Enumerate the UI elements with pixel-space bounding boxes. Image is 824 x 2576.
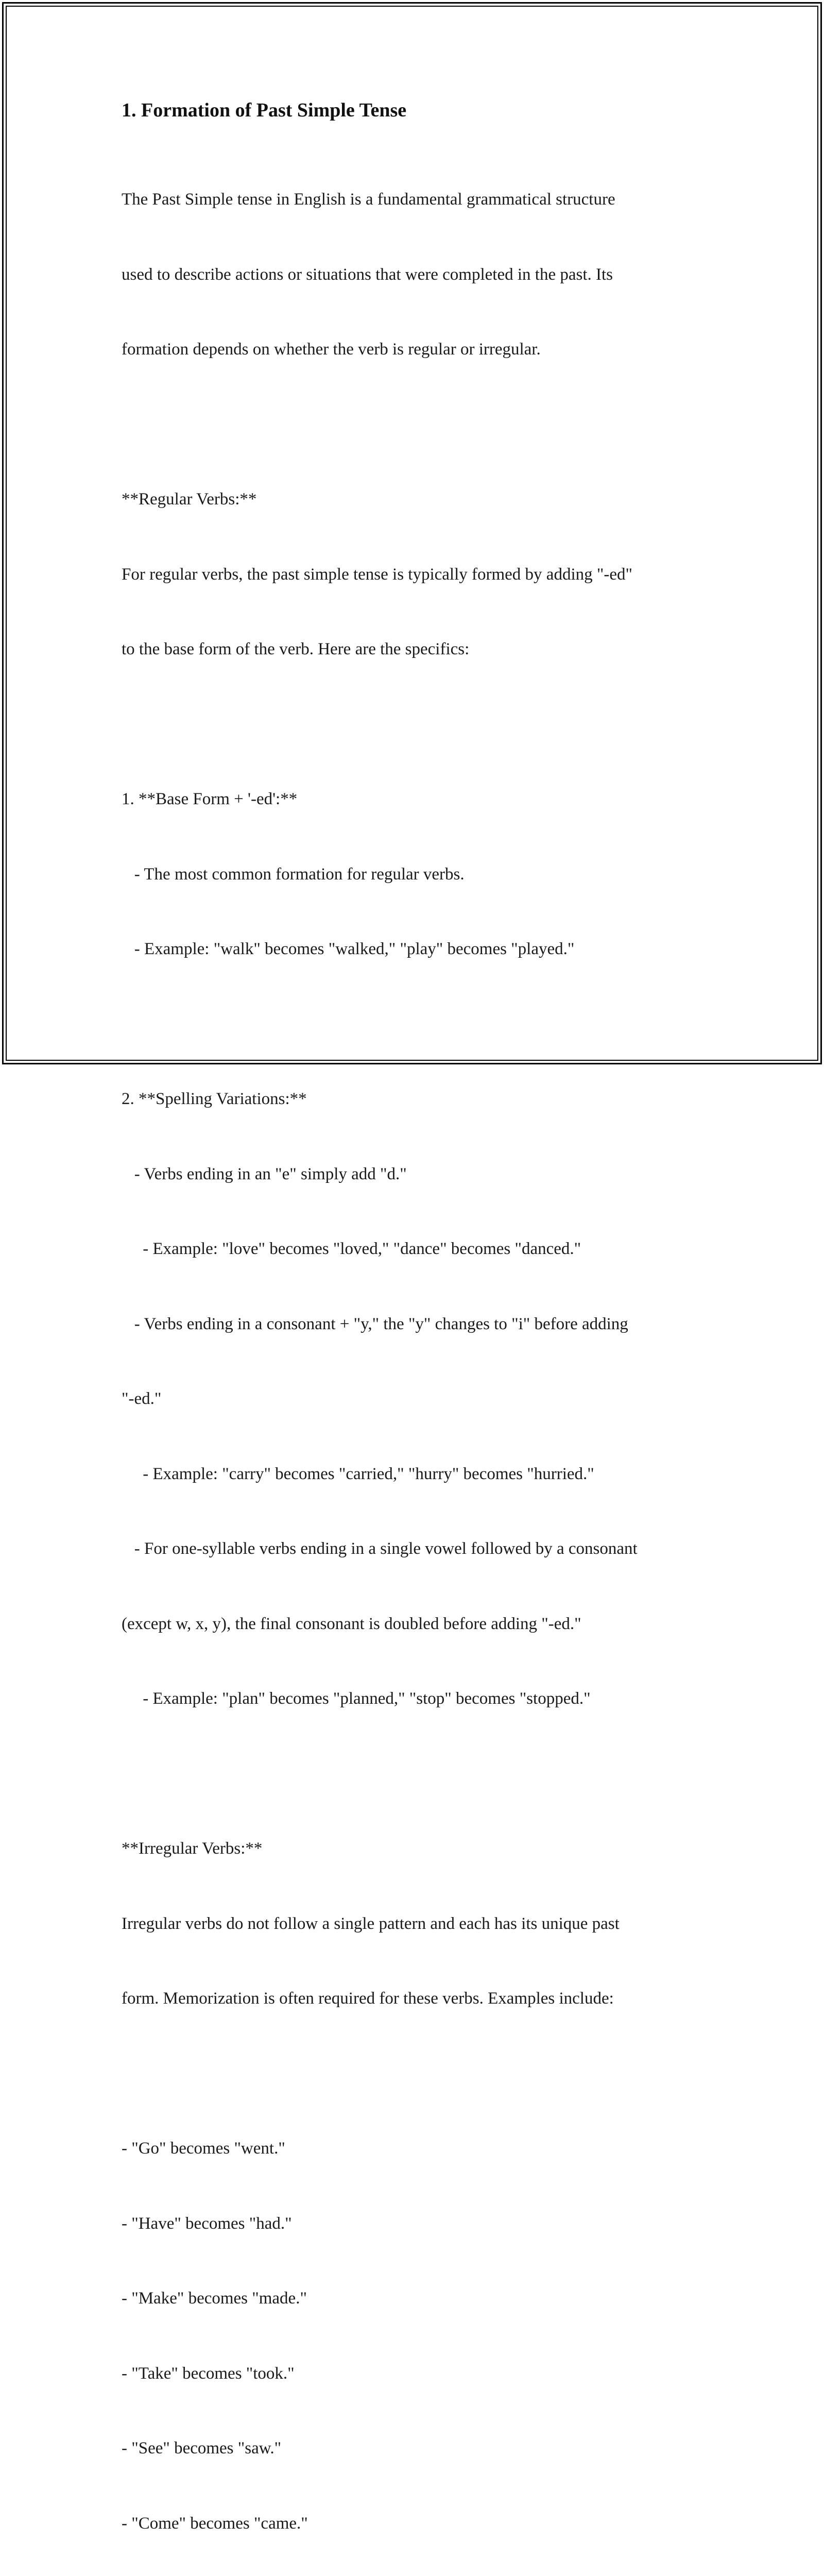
text-line: form. Memorization is often required for these verbs. Examples include: bbox=[122, 1989, 614, 2008]
irregular-verb-item: - "See" becomes "saw." bbox=[122, 2439, 282, 2458]
blank-line bbox=[122, 1761, 709, 1787]
sub-list-item: - The most common formation for regular verbs. bbox=[122, 865, 465, 884]
blank-line bbox=[122, 2061, 709, 2087]
sub-list-item: - Verbs ending in an "e" simply add "d." bbox=[122, 1164, 407, 1183]
irregular-verb-item: - "Go" becomes "went." bbox=[122, 2139, 285, 2158]
text-line: to the base form of the verb. Here are the specifics: bbox=[122, 640, 470, 658]
irregular-verb-item: - "Make" becomes "made." bbox=[122, 2289, 307, 2308]
text-line: The Past Simple tense in English is a fundamental grammatical structure bbox=[122, 190, 615, 209]
blank-line bbox=[122, 412, 709, 437]
example-line: - Example: "plan" becomes "planned," "stop" becomes "stopped." bbox=[122, 1689, 591, 1708]
blank-line bbox=[122, 712, 709, 737]
text-line: used to describe actions or situations that were completed in the past. Its bbox=[122, 265, 613, 284]
text-line: For regular verbs, the past simple tense is typically formed by adding "-ed" bbox=[122, 565, 632, 584]
irregular-verb-item: - "Take" becomes "took." bbox=[122, 2364, 295, 2383]
sub-list-item: - Example: "walk" becomes "walked," "play" becomes "played." bbox=[122, 940, 575, 958]
sub-list-item: - For one-syllable verbs ending in a single vowel followed by a consonant bbox=[122, 1539, 638, 1558]
text-line: formation depends on whether the verb is regular or irregular. bbox=[122, 340, 541, 359]
list-item-spelling-variations: 2. **Spelling Variations:** bbox=[122, 1090, 307, 1108]
sub-list-item: - Verbs ending in a consonant + "y," the "y" changes to "i" before adding bbox=[122, 1314, 628, 1333]
text-line: "-ed." bbox=[122, 1389, 162, 1408]
body-text bbox=[122, 137, 709, 2576]
page-title: 1. Formation of Past Simple Tense bbox=[122, 99, 407, 121]
irregular-verb-item: - "Have" becomes "had." bbox=[122, 2214, 292, 2233]
section-heading-irregular-verbs: **Irregular Verbs:** bbox=[122, 1839, 263, 1858]
irregular-verb-item: - "Come" becomes "came." bbox=[122, 2514, 308, 2533]
blank-line bbox=[122, 1012, 709, 1037]
text-line: (except w, x, y), the final consonant is doubled before adding "-ed." bbox=[122, 1614, 581, 1633]
document-body bbox=[122, 97, 709, 2576]
list-item-base-form: 1. **Base Form + '-ed':** bbox=[122, 790, 298, 808]
text-line: Irregular verbs do not follow a single pattern and each has its unique past bbox=[122, 1914, 620, 1933]
section-heading-regular-verbs: **Regular Verbs:** bbox=[122, 490, 257, 509]
example-line: - Example: "carry" becomes "carried," "hurry" becomes "hurried." bbox=[122, 1464, 594, 1483]
example-line: - Example: "love" becomes "loved," "dance" becomes "danced." bbox=[122, 1240, 581, 1258]
